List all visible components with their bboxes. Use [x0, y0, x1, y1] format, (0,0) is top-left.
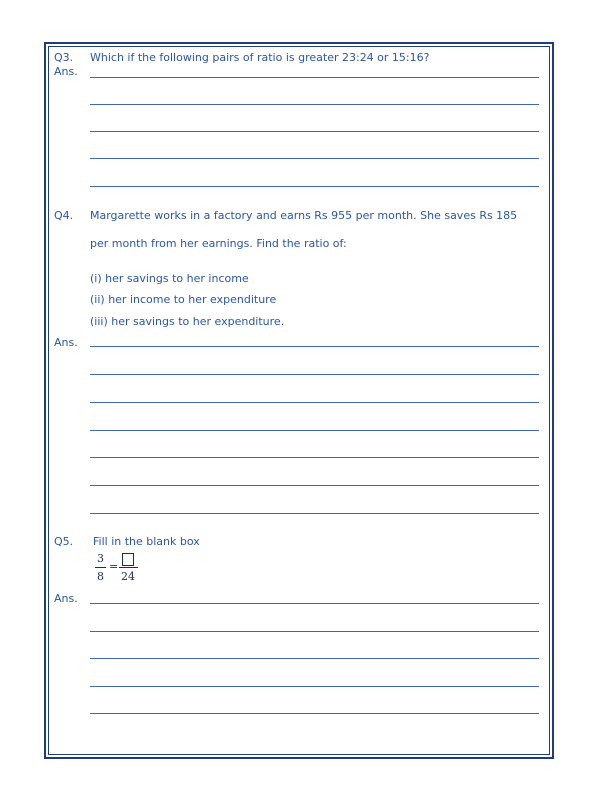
- q3-answer-line[interactable]: [90, 104, 539, 105]
- q4-answer-line[interactable]: [90, 485, 539, 486]
- fraction-left-numerator: 3: [97, 552, 104, 565]
- q4-answer-line[interactable]: [90, 374, 539, 375]
- q3-answer-line[interactable]: [90, 131, 539, 132]
- q3-answer-line[interactable]: [90, 186, 539, 187]
- q5-answer-line[interactable]: [90, 603, 539, 604]
- q5-answer-label: Ans.: [54, 592, 78, 605]
- equals-sign: =: [109, 560, 119, 573]
- q5-number: Q5.: [54, 535, 74, 548]
- page-border-inner: [48, 46, 550, 755]
- q5-answer-line[interactable]: [90, 686, 539, 687]
- q4-item-1: (i) her savings to her income: [90, 272, 249, 285]
- q4-answer-line[interactable]: [90, 457, 539, 458]
- q4-answer-label: Ans.: [54, 336, 78, 349]
- blank-answer-box[interactable]: [122, 553, 134, 566]
- q3-answer-line[interactable]: [90, 158, 539, 159]
- equivalent-fraction-equation: [92, 552, 152, 586]
- q3-number: Q3.: [54, 51, 74, 64]
- q5-answer-line[interactable]: [90, 713, 539, 714]
- q4-answer-line[interactable]: [90, 402, 539, 403]
- q4-question-line-2: per month from her earnings. Find the ratio of:: [90, 237, 347, 250]
- q3-answer-label: Ans.: [54, 65, 78, 78]
- q4-item-3: (iii) her savings to her expenditure.: [90, 315, 285, 328]
- q4-number: Q4.: [54, 209, 74, 222]
- q5-answer-line[interactable]: [90, 631, 539, 632]
- fraction-left-bar: [95, 567, 106, 568]
- fraction-right-bar: [119, 567, 138, 568]
- q4-answer-line[interactable]: [90, 430, 539, 431]
- q3-answer-line[interactable]: [90, 77, 539, 78]
- q4-answer-line[interactable]: [90, 513, 539, 514]
- q4-question-line-1: Margarette works in a factory and earns Rs 955 per month. She saves Rs 185: [90, 209, 518, 222]
- q5-question: Fill in the blank box: [93, 535, 200, 548]
- q5-answer-line[interactable]: [90, 658, 539, 659]
- fraction-left-denominator: 8: [97, 570, 104, 583]
- q3-question: Which if the following pairs of ratio is greater 23:24 or 15:16?: [90, 51, 430, 64]
- q4-answer-line[interactable]: [90, 346, 539, 347]
- q4-item-2: (ii) her income to her expenditure: [90, 293, 277, 306]
- fraction-right-denominator: 24: [121, 570, 135, 583]
